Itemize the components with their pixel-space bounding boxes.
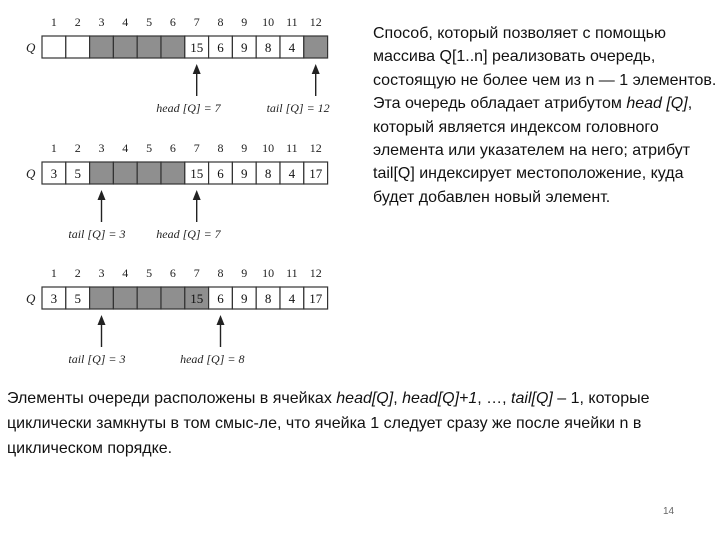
bottom-text-block xyxy=(7,386,712,461)
column-number: 6 xyxy=(169,266,176,280)
queue-cell-empty xyxy=(161,287,185,309)
row-label-q: Q xyxy=(26,166,36,181)
queue-cell-empty xyxy=(137,287,161,309)
bottom-text-part-b: – 1, которые циклически замкнуты в том смыс-ле, что ячейка 1 следует сразу же после ячейки n в циклическом порядке. xyxy=(7,390,650,457)
column-number: 7 xyxy=(193,141,200,155)
cell-value: 3 xyxy=(50,291,58,306)
right-text-paragraph-2 xyxy=(373,92,718,209)
bottom-text-head: head[Q] xyxy=(336,390,394,407)
pointer-label: head [Q] = 7 xyxy=(156,101,221,115)
column-number: 6 xyxy=(169,15,176,29)
cell-value: 17 xyxy=(309,166,323,181)
pointer-arrow-head xyxy=(312,64,320,74)
cell-value: 8 xyxy=(264,291,272,306)
column-number: 10 xyxy=(262,15,275,29)
queue-diagram-svg xyxy=(0,0,360,370)
pointer-arrow-head xyxy=(217,315,225,325)
cell-value: 8 xyxy=(264,40,272,55)
row-label-q: Q xyxy=(26,291,36,306)
right-text-head-term: head [Q] xyxy=(626,95,688,113)
pointer-label: tail [Q] = 3 xyxy=(68,227,126,241)
queue-cell-empty xyxy=(90,36,114,58)
bottom-text-sep-2: , …, xyxy=(477,390,512,407)
queue-cell-empty xyxy=(113,162,137,184)
column-number: 9 xyxy=(241,141,248,155)
column-number: 12 xyxy=(309,141,322,155)
cell-value: 5 xyxy=(74,166,81,181)
bottom-text-sep-1: , xyxy=(393,390,403,407)
column-number: 3 xyxy=(98,266,105,280)
pointer-label: tail [Q] = 12 xyxy=(266,101,330,115)
queue-cell-empty xyxy=(113,36,137,58)
cell-value: 6 xyxy=(217,40,224,55)
right-text-p2-part-b: , который является индексом головного элемента или указателем на него; атрибут tail[Q] индексирует местоположение, куда будет добавлен новый элемент. xyxy=(373,95,693,206)
queue-cell xyxy=(42,36,66,58)
cell-value: 4 xyxy=(288,166,296,181)
column-number: 2 xyxy=(74,266,81,280)
cell-value: 15 xyxy=(190,291,204,306)
pointer-label: head [Q] = 8 xyxy=(180,352,245,366)
column-number: 7 xyxy=(193,15,200,29)
column-number: 1 xyxy=(50,266,57,280)
queue-cell-empty xyxy=(113,287,137,309)
column-number: 8 xyxy=(217,266,224,280)
column-number: 10 xyxy=(262,141,275,155)
column-number: 4 xyxy=(122,266,129,280)
column-number: 7 xyxy=(193,266,200,280)
cell-value: 9 xyxy=(241,40,248,55)
column-number: 4 xyxy=(122,15,129,29)
cell-value: 9 xyxy=(241,291,248,306)
right-text-p2-part-a: Эта очередь обладает атрибутом xyxy=(373,95,627,113)
cell-value: 4 xyxy=(288,40,296,55)
queue-cell xyxy=(66,36,90,58)
pointer-arrow-head xyxy=(98,315,106,325)
pointer-label: tail [Q] = 3 xyxy=(68,352,126,366)
column-number: 3 xyxy=(98,15,105,29)
row-label-q: Q xyxy=(26,40,36,55)
right-text-paragraph-1: Способ, который позволяет с помощью массива Q[1..n] реализовать очередь, состоящую не более чем из n — 1 элементов. xyxy=(373,25,717,89)
column-number: 11 xyxy=(286,266,298,280)
bottom-text-tail: tail[Q] xyxy=(511,390,553,407)
column-number: 4 xyxy=(122,141,129,155)
column-number: 5 xyxy=(146,141,153,155)
queue-cell-empty xyxy=(137,162,161,184)
queue-cell-empty xyxy=(304,36,328,58)
cell-value: 6 xyxy=(217,166,224,181)
column-number: 1 xyxy=(50,141,57,155)
column-number: 11 xyxy=(286,141,298,155)
queue-cell-empty xyxy=(90,162,114,184)
cell-value: 17 xyxy=(309,291,323,306)
column-number: 2 xyxy=(74,15,81,29)
column-number: 1 xyxy=(50,15,57,29)
right-text-block xyxy=(373,22,718,209)
column-number: 9 xyxy=(241,266,248,280)
column-number: 9 xyxy=(241,15,248,29)
cell-value: 8 xyxy=(264,166,272,181)
column-number: 5 xyxy=(146,266,153,280)
cell-value: 3 xyxy=(50,166,58,181)
column-number: 6 xyxy=(169,141,176,155)
column-number: 3 xyxy=(98,141,105,155)
pointer-label: head [Q] = 7 xyxy=(156,227,221,241)
queue-cell-empty xyxy=(137,36,161,58)
cell-value: 4 xyxy=(288,291,296,306)
pointer-arrow-head xyxy=(98,190,106,200)
page-number: 14 xyxy=(663,506,675,517)
pointer-arrow-head xyxy=(193,190,201,200)
cell-value: 5 xyxy=(74,291,81,306)
column-number: 12 xyxy=(309,266,322,280)
queue-diagram xyxy=(0,0,360,370)
bottom-text-part-a: Элементы очереди расположены в ячейках xyxy=(7,390,337,407)
column-number: 12 xyxy=(309,15,322,29)
queue-cell-empty xyxy=(161,162,185,184)
cell-value: 15 xyxy=(190,40,204,55)
queue-cell-empty xyxy=(161,36,185,58)
column-number: 8 xyxy=(217,141,224,155)
pointer-arrow-head xyxy=(193,64,201,74)
bottom-text-head-plus-one: head[Q]+1 xyxy=(402,390,478,407)
column-number: 10 xyxy=(262,266,275,280)
cell-value: 6 xyxy=(217,291,224,306)
cell-value: 9 xyxy=(241,166,248,181)
queue-cell-empty xyxy=(90,287,114,309)
column-number: 8 xyxy=(217,15,224,29)
column-number: 2 xyxy=(74,141,81,155)
column-number: 11 xyxy=(286,15,298,29)
column-number: 5 xyxy=(146,15,153,29)
cell-value: 15 xyxy=(190,166,204,181)
